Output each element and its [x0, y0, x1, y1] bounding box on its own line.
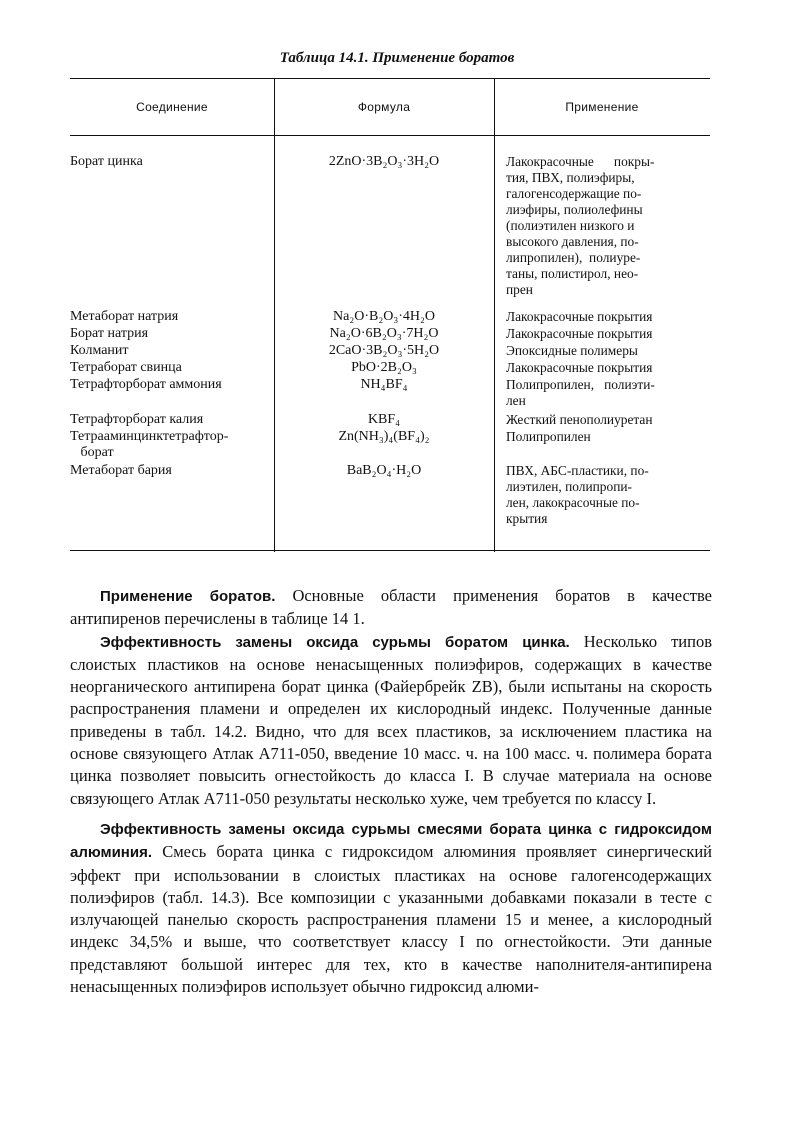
paragraph-text: Несколько типов слоистых пластиков на основе ненасыщенных полиэфиров, содержащих в качестве неорганического антипирена борат цинка (Файербрейк ZB), были испытаны на скорость распространения пламени и определен их кислородный индекс. Полученные данные приведены в табл. 14.2. Видно, что для всех пластиков, за исключением пластика на основе связующего Атлак А711-050, введение 10 масс. ч. на 100 масс. ч. полимера бората цинка позволяет повысить огнестойкость до класса I. В случае материала на основе связующего Атлак А711-050 результаты несколько хуже, чем требуется по классу I. — [70, 631, 712, 808]
paragraph — [70, 631, 712, 810]
formula-cell: NH₄BF₄ — [360, 377, 408, 392]
paragraph-heading: Эффективность замены оксида сурьмы смесями бората цинка с гидроксидом алюминия. — [70, 820, 712, 862]
application-cell: Полипропилен, полиэти- лен — [506, 377, 655, 408]
header-formula: Формула — [357, 100, 411, 114]
paragraph-heading: Эффективность замены оксида сурьмы боратом цинка. — [100, 633, 570, 651]
compound-cell: Борат натрия — [70, 326, 149, 341]
table-column-divider — [494, 78, 495, 552]
compound-cell: Тетрафторборат аммония — [70, 377, 222, 392]
application-cell: Эпоксидные полимеры — [506, 343, 638, 358]
application-cell: Лакокрасочные покрытия — [506, 309, 653, 324]
body-text — [70, 585, 712, 998]
formula-cell: Na₂O·6B₂O₃·7H₂O — [329, 326, 439, 341]
compound-cell: Тетрааминцинктетрафтор- борат — [70, 429, 229, 460]
formula-cell: PbO·2B₂O₃ — [351, 360, 417, 375]
compound-cell: Метаборат натрия — [70, 309, 179, 324]
compound-cell: Тетраборат свинца — [70, 360, 182, 375]
application-cell: Лакокрасочные покрытия — [506, 326, 653, 341]
formula-cell: 2ZnO·3B₂O₃·3H₂O — [328, 154, 440, 169]
table-bottom-rule — [70, 550, 710, 551]
formula-cell: Na₂O·B₂O₃·4H₂O — [333, 309, 435, 324]
application-cell: Лакокрасочные покры- тия, ПВХ, полиэфиры, галогенсодержащие по- лиэфиры, полиолефины (полиэтилен низкого и высокого давления, по- липропилен), полиуре- таны, полистирол, нео- прен — [506, 154, 655, 297]
formula-cell: KBF₄ — [367, 412, 401, 427]
header-application: Применение — [565, 100, 639, 114]
table-header-rule — [70, 135, 710, 136]
application-cell: Жесткий пенополиуретан — [506, 412, 653, 427]
compound-cell: Борат цинка — [70, 154, 143, 169]
table-caption: Таблица 14.1. Применение боратов — [279, 50, 515, 66]
borates-table — [70, 78, 710, 552]
compound-cell: Метаборат бария — [70, 463, 172, 478]
application-cell: Лакокрасочные покрытия — [506, 360, 653, 375]
compound-cell: Колманит — [70, 343, 129, 358]
compound-cell: Тетрафторборат калия — [70, 412, 204, 427]
paragraph-text: Смесь бората цинка с гидроксидом алюминия проявляет синергический эффект при использовании в слоистых пластиках на основе галогенсодержащих полиэфиров (табл. 14.3). Все композиции с указанными добавками показали в тесте с излучающей панелью скорость распространения пламени 15 и менее, а кислородный индекс 34,5% и выше, что соответствует классу I по огнестойкости. Эти данные представляют большой интерес для тех, кто в качестве наполнителя-антипирена ненасыщенных полиэфиров использует обычно гидроксид алюми- — [70, 842, 712, 997]
formula-cell: BaB₂O₄·H₂O — [346, 463, 422, 478]
paragraph-heading: Применение боратов. — [100, 588, 276, 605]
application-cell: Полипропилен — [506, 429, 591, 444]
formula-cell: 2CaO·3B₂O₃·5H₂O — [328, 343, 440, 358]
application-cell: ПВХ, АБС-пластики, по- лиэтилен, полипропи- лен, лакокрасочные по- крытия — [506, 463, 649, 526]
header-compound: Соединение — [136, 100, 208, 114]
formula-cell: Zn(NH₃)₄(BF₄)₂ — [338, 429, 430, 444]
paragraph — [70, 818, 712, 998]
paragraph — [70, 585, 712, 631]
paragraph-text: Основные области применения боратов в качестве антипиренов перечислены в таблице 14 1. — [70, 586, 712, 629]
table-top-rule — [70, 78, 710, 79]
